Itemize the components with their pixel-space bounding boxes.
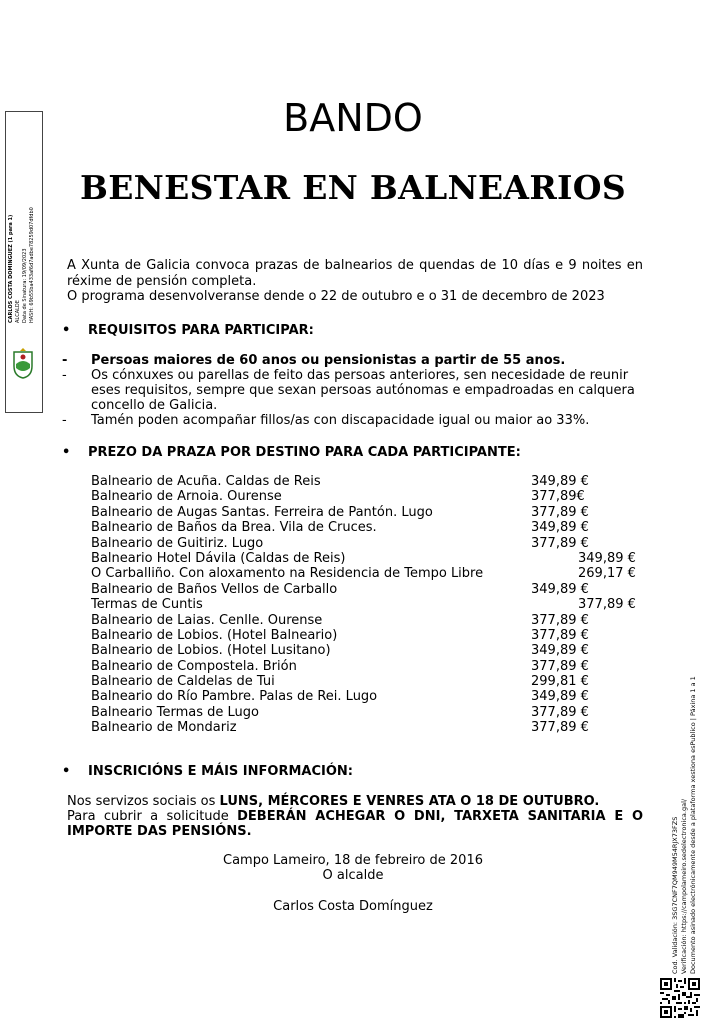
destination-name: Balneario de Lobios. (Hotel Lusitano) bbox=[91, 643, 331, 659]
prezos-heading: • PREZO DA PRAZA POR DESTINO PARA CADA PARTICIPANTE: bbox=[62, 445, 521, 460]
destination-name: Balneario de Arnoia. Ourense bbox=[91, 489, 282, 505]
destination-name: Termas de Cuntis bbox=[91, 597, 203, 613]
intro-line-2: O programa desenvolveranse dende o 22 de outubro e o 31 de decembro de 2023 bbox=[67, 289, 605, 304]
bullet-icon: • bbox=[62, 764, 71, 779]
price-row bbox=[91, 643, 651, 658]
price-row bbox=[91, 720, 651, 735]
destination-price: 349,89 € bbox=[531, 581, 589, 597]
destination-name: O Carballiño. Con aloxamento na Residencia de Tempo Libre bbox=[91, 566, 484, 582]
price-row bbox=[91, 505, 651, 520]
price-row bbox=[91, 659, 651, 674]
price-row bbox=[91, 474, 651, 489]
price-row bbox=[91, 674, 651, 689]
signature-stamp-text: CARLOS COSTA DOMINGUEZ (1 para 1) ALCALDE Data de Sinatura: 19/09/2023 HASH: 69b55ba433af6d7adbe78259d07dfdb0 bbox=[8, 207, 35, 323]
page-subtitle: BENESTAR EN BALNEARIOS bbox=[80, 168, 626, 207]
signature-place-date: Campo Lameiro, 18 de febreiro de 2016 bbox=[223, 853, 483, 868]
destination-price: 377,89 € bbox=[531, 504, 589, 520]
list-item: - Persoas maiores de 60 anos ou pensionistas a partir de 55 anos. bbox=[62, 353, 566, 368]
destination-price: 349,89 € bbox=[531, 689, 589, 705]
page-title: BANDO bbox=[283, 96, 423, 140]
destination-price: 349,89 € bbox=[531, 520, 589, 536]
price-row bbox=[91, 597, 651, 612]
destination-name: Balneario de Baños Vellos de Carballo bbox=[91, 581, 338, 597]
destination-price: 349,89 € bbox=[531, 643, 589, 659]
municipal-seal-icon bbox=[10, 346, 36, 380]
destination-name: Balneario de Baños da Brea. Vila de Cruces. bbox=[91, 520, 377, 536]
price-row bbox=[91, 520, 651, 535]
price-row bbox=[91, 689, 651, 704]
destination-price: 377,89 € bbox=[531, 704, 589, 720]
price-row bbox=[91, 536, 651, 551]
destination-name: Balneario de Caldelas de Tui bbox=[91, 674, 275, 690]
destination-name: Balneario Termas de Lugo bbox=[91, 704, 259, 720]
destination-price: 269,17 € bbox=[578, 566, 636, 582]
destination-price: 377,89 € bbox=[531, 612, 589, 628]
destination-price: 377,89 € bbox=[531, 720, 589, 736]
price-row bbox=[91, 582, 651, 597]
price-row bbox=[91, 705, 651, 720]
qr-code-icon bbox=[660, 978, 700, 1018]
destination-price: 377,89€ bbox=[531, 489, 585, 505]
list-item: - Os cónxuxes ou parellas de feito das persoas anteriores, sen necesidade de reunir eses requisitos, sempre que sexan persoas autónomas e empadroadas en calquera concello de Galicia. bbox=[62, 368, 635, 413]
bullet-icon: • bbox=[62, 445, 71, 460]
destination-name: Balneario de Acuña. Caldas de Reis bbox=[91, 474, 321, 489]
price-row bbox=[91, 551, 651, 566]
signature-name: Carlos Costa Domínguez bbox=[273, 899, 433, 914]
destination-name: Balneario de Guitiriz. Lugo bbox=[91, 535, 264, 551]
intro-line-1: A Xunta de Galicia convoca prazas de balnearios de quendas de 10 días e 9 noites en réxime de pensión completa. bbox=[67, 258, 643, 289]
inscricions-paragraph bbox=[67, 794, 643, 839]
destination-name: Balneario do Río Pambre. Palas de Rei. Lugo bbox=[91, 689, 378, 705]
destination-price: 377,89 € bbox=[531, 658, 589, 674]
requisitos-heading: • REQUISITOS PARA PARTICIPAR: bbox=[62, 323, 314, 338]
bullet-icon: • bbox=[62, 323, 71, 338]
destination-name: Balneario de Mondariz bbox=[91, 720, 237, 736]
inscricions-line-2: Para cubrir a solicitude DEBERÁN ACHEGAR O DNI, TARXETA SANITARIA E O IMPORTE DAS PENSIÓNS. bbox=[67, 809, 643, 839]
price-row bbox=[91, 566, 651, 581]
price-list bbox=[91, 474, 651, 736]
list-item: - Tamén poden acompañar fillos/as con discapacidade igual ou maior ao 33%. bbox=[62, 413, 590, 428]
price-row bbox=[91, 628, 651, 643]
validation-text: Cod. Validación: 3SG7CNF7QM949M54RJX73FZS Verificación: https://campolameiro.sedelectronica.gal/ Documento asinado electrónicamente desde a plataforma xestiona esPublico | Páxina 1 a 1 bbox=[671, 676, 697, 974]
inscricions-line-1: Nos servizos sociais os LUNS, MÉRCORES E VENRES ATA O 18 DE OUTUBRO. bbox=[67, 794, 600, 809]
destination-price: 377,89 € bbox=[531, 535, 589, 551]
destination-name: Balneario de Lobios. (Hotel Balneario) bbox=[91, 627, 338, 643]
destination-name: Balneario Hotel Dávila (Caldas de Reis) bbox=[91, 550, 346, 566]
requisitos-list bbox=[62, 353, 644, 428]
destination-price: 349,89 € bbox=[578, 550, 636, 566]
destination-price: 349,89 € bbox=[531, 474, 589, 489]
price-row bbox=[91, 613, 651, 628]
destination-name: Balneario de Augas Santas. Ferreira de Pantón. Lugo bbox=[91, 504, 433, 520]
destination-name: Balneario de Compostela. Brión bbox=[91, 658, 297, 674]
inscricions-heading: • INSCRICIÓNS E MÁIS INFORMACIÓN: bbox=[62, 764, 353, 779]
destination-price: 299,81 € bbox=[531, 674, 589, 690]
destination-name: Balneario de Laias. Cenlle. Ourense bbox=[91, 612, 323, 628]
signature-role: O alcalde bbox=[322, 868, 384, 883]
intro-paragraph bbox=[67, 258, 643, 305]
destination-price: 377,89 € bbox=[578, 597, 636, 613]
destination-price: 377,89 € bbox=[531, 627, 589, 643]
price-row bbox=[91, 489, 651, 504]
